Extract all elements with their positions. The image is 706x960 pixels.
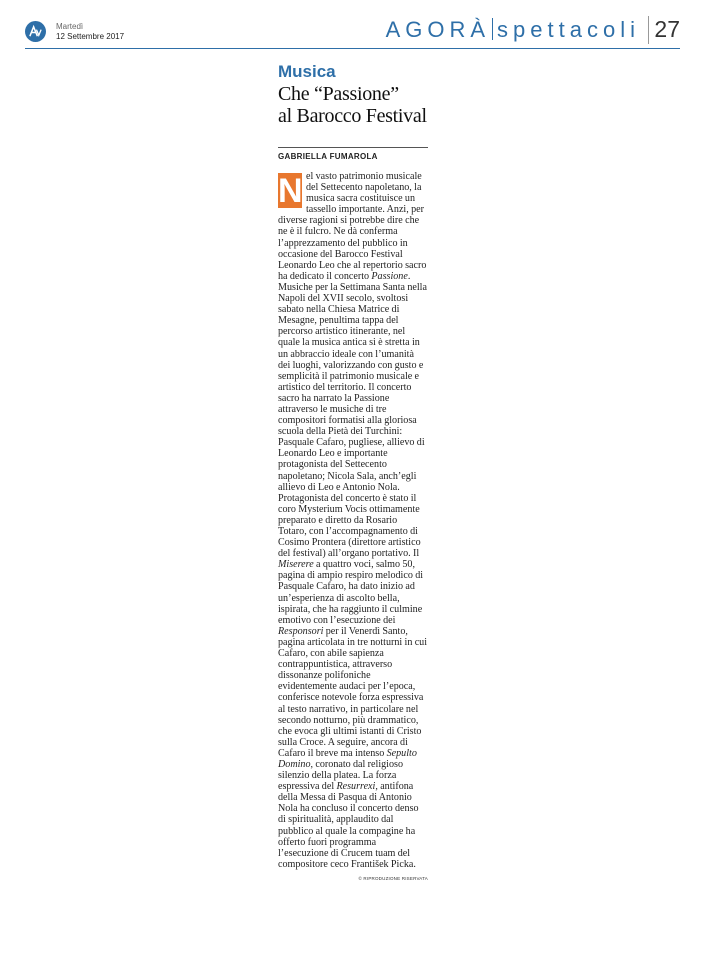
body-text: . Musiche per la Settimana Santa nella Napoli del XVII secolo, svoltosi sabato nella Chiesa Matrice di Mesagne, penultima tappa del percorso artistico itinerante, nel quale la musica antica si è stretta in un abbraccio ideale con l’umanità dei luoghi, valorizzando con gusto e semplicità il patrimonio musicale e artistico del territorio. Il concerto sacro ha narrato la Passione attraverso le musiche di tre compositori formatisi alla gloriosa scuola della Pietà dei Turchini: Pasquale Cafaro, pugliese, allievo di Leonardo Leo e importante protagonista del Settecento napoletano; Nicola Sala, anch’egli allievo di Leo e Antonio Nola. Protagonista del concerto è stato il coro Mysterium Vocis ottimamente preparato e diretto da Rosario Totaro, con l’accompagnamento di Cosimo Prontera (direttore artistico del festival) all’organo portativo. Il (278, 270, 427, 560)
page-number-divider (648, 16, 649, 44)
article-headline (278, 83, 428, 127)
section-title (386, 17, 640, 43)
body-italic-title: Responsori (278, 625, 324, 637)
article (278, 62, 428, 881)
header-rule (25, 48, 680, 49)
logo-mark-icon (28, 24, 43, 39)
avvenire-logo (25, 21, 46, 42)
article-byline: GABRIELLA FUMAROLA (278, 152, 378, 161)
section-divider (492, 18, 493, 40)
subsection-name: spettacoli (497, 17, 640, 42)
body-italic-title: Passione (371, 270, 408, 282)
byline-rule (278, 147, 428, 148)
body-text: per il Venerdì Santo, pagina articolata in tre notturni in cui Cafaro, con abile sapienza contrappuntistica, attraverso dissonanze polifoniche evidentemente audaci per l’epoca, conferisce notevole forza espressiva al testo narrativo, in particolare nel secondo notturno, più drammatico, che evoca gli ultimi istanti di Cristo sulla Croce. A seguire, ancora di Cafaro il breve ma intenso (278, 625, 428, 759)
body-italic-title: Resurrexi (336, 781, 376, 793)
body-text: a quattro voci, salmo 50, pagina di ampio respiro melodico di Pasquale Cafaro, ha dato inizio ad un’esperienza di ascolto bella, ispirata, che ha raggiunto il culmine emotivo con l’esecuzione dei (278, 559, 424, 626)
drop-cap: N (278, 172, 303, 210)
article-kicker: Musica (278, 62, 336, 81)
issue-date (56, 22, 124, 42)
headline-line-1: Che “Passione” (278, 83, 399, 105)
body-text: , coronato dal religioso silenzio della platea. La forza espressiva del (278, 758, 403, 793)
body-italic-title: Sepulto Domino (278, 747, 417, 770)
body-italic-title: Miserere (278, 559, 314, 571)
section-name: AGORÀ (385, 17, 491, 42)
article-body (278, 171, 428, 870)
page-number: 27 (654, 16, 680, 42)
issue-full-date: 12 Settembre 2017 (56, 32, 125, 41)
body-text: el vasto patrimonio musicale del Settecento napoletano, la musica sacra costituisce un tassello importante. Anzi, per diverse ragioni si potrebbe dire che ne è il fulcro. Ne dà conferma l’apprezzamento del pubblico in occasione del Barocco Festival Leonardo Leo che al repertorio sacro ha dedicato il concerto (278, 171, 427, 282)
body-text: , antifona della Messa di Pasqua di Antonio Nola ha concluso il concerto denso di spiritualità, applaudito dal pubblico al quale la compagine ha offerto fuori programma l’esecuzione di Crucem tuam del compositore ceco František Picka. (278, 781, 419, 870)
issue-day: Martedì (56, 22, 84, 31)
page-header (0, 0, 706, 50)
copyright-notice: © RIPRODUZIONE RISERVATA (358, 875, 428, 881)
headline-line-2: al Barocco Festival (278, 105, 427, 127)
